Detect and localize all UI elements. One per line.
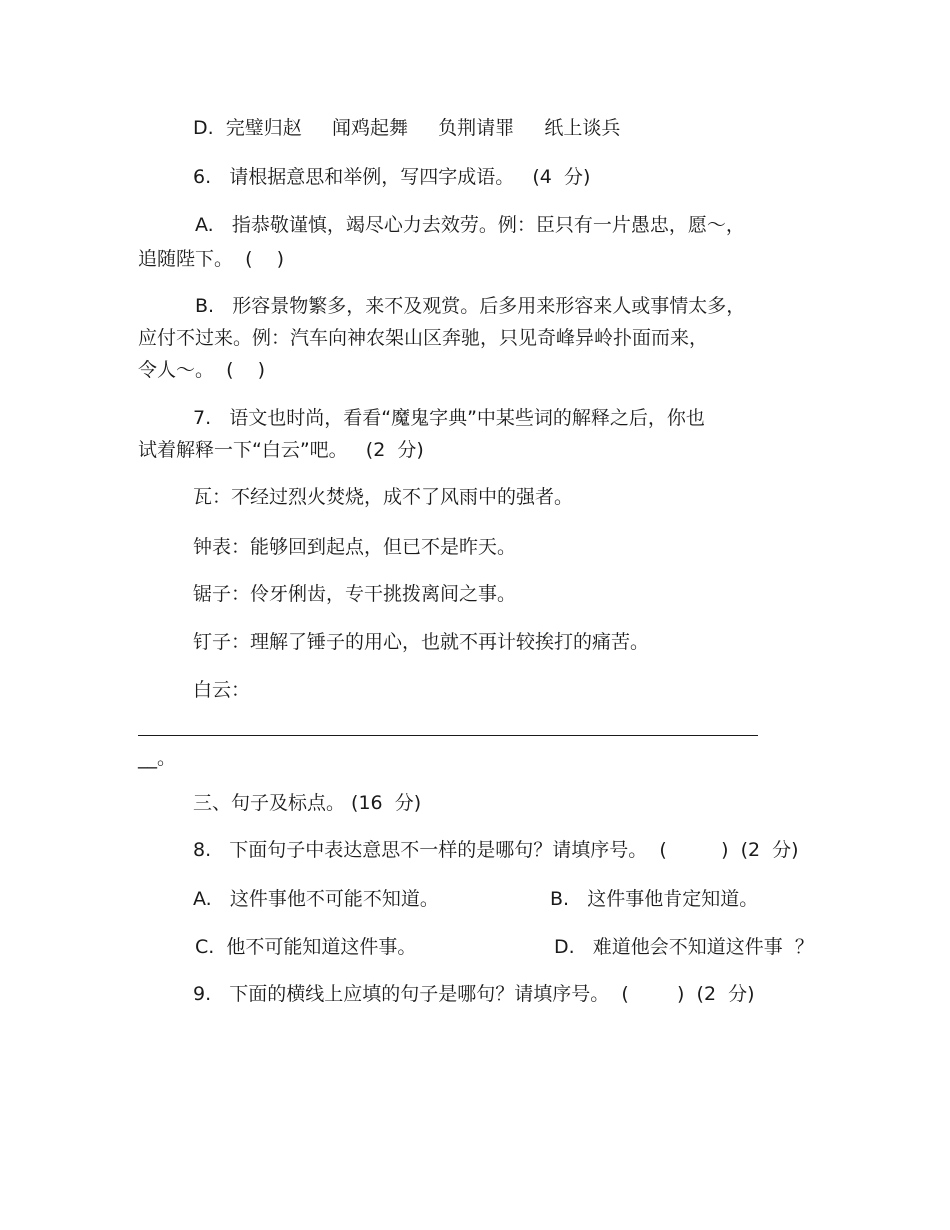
q8-title: 8. 下面句子中表达意思不一样的是哪句？请填序号。 ( ) (2 分) (193, 839, 799, 861)
q6-title: 6. 请根据意思和举例，写四字成语。 (4 分) (193, 166, 591, 188)
q7-answer-blank-line[interactable] (138, 735, 758, 736)
q8-option-a: A. 这件事他不可能不知道。 (193, 888, 439, 910)
q8-option-c: C. 他不可能知道这件事。 (195, 936, 417, 958)
q9-title: 9. 下面的横线上应填的句子是哪句？请填序号。 ( ) (2 分) (193, 983, 755, 1005)
q6-option-a-line1: A. 指恭敬谨慎，竭尽心力去效劳。例：臣只有一片愚忠，愿～， (195, 214, 745, 236)
q6-option-b-line3: 令人～。 ( ) (138, 359, 266, 381)
q7-title-line2: 试着解释一下“白云”吧。 (2 分) (138, 439, 424, 461)
q7-entry-clock: 钟表：能够回到起点，但已不是昨天。 (193, 536, 517, 558)
q7-entry-saw: 锯子：伶牙俐齿，专干挑拨离间之事。 (193, 583, 517, 605)
q7-answer-label: 白云： (193, 679, 251, 701)
q7-entry-nail: 钉子：理解了锤子的用心，也就不再计较挨打的痛苦。 (193, 631, 650, 653)
q7-entry-wa: 瓦：不经过烈火焚烧，成不了风雨中的强者。 (193, 486, 574, 508)
section3-heading: 三、句子及标点。 (16 分) (193, 792, 422, 814)
q8-option-b: B. 这件事他肯定知道。 (550, 888, 759, 910)
q6-option-b-line2: 应付不过来。例：汽车向神农架山区奔驰，只见奇峰异岭扑面而来， (138, 327, 709, 349)
q5-option-d: D. 完璧归赵 闻鸡起舞 负荆请罪 纸上谈兵 (193, 117, 621, 139)
q8-option-d: D. 难道他会不知道这件事 ？ (554, 936, 814, 958)
q6-option-b-line1: B. 形容景物繁多，来不及观赏。后多用来形容来人或事情太多， (195, 295, 746, 317)
q7-answer-tail: __。 (138, 747, 177, 769)
q7-title-line1: 7. 语文也时尚，看看“魔鬼字典”中某些词的解释之后，你也 (193, 407, 705, 429)
q6-option-a-line2: 追随陛下。 ( ) (138, 248, 285, 270)
